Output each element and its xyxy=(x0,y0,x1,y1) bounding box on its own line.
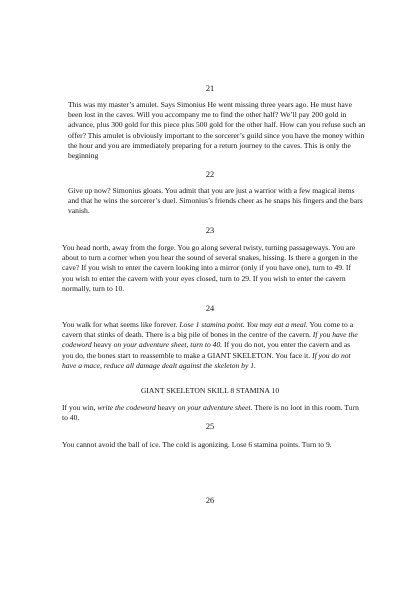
monster-stats: GIANT SKELETON SKILL 8 STAMINA 10 xyxy=(140,386,280,395)
section-number-23: 23 xyxy=(205,226,215,235)
section-23-text: You head north, away from the forge. You go along several twisty, turning passageways. You are about to turn a corner when you hear the sound of several snakes, hissing. Is there a gorgen in the cave? If you wish to enter the cavern looking into a mirror (only if you have one), turn to 49. If you wish to enter the cavern with your eyes closed, turn to 29. If you wish to enter the cavern normally, turn to 10. xyxy=(62,243,358,293)
section-24-text: You walk for what seems like forever. Lose 1 stamina point. You may eat a meal. You come to a cavern that stinks of death. There is a big pile of bones in the centre of the cavern. If you have the codeword heavy on your adventure sheet, turn to 40. If you do not, you enter the cavern and as you do, the bones start to reassemble to make a GIANT SKELETON. You face it. If you do not have a mace, reduce all damage dealt against the skeleton by 1. xyxy=(62,320,358,370)
section-number-25: 25 xyxy=(205,422,215,431)
page-number: 26 xyxy=(205,496,215,505)
section-24-outcome: If you win, write the codeword heavy on your adventure sheet. There is no loot in this room. Turn to 40. xyxy=(62,403,359,423)
section-number-21: 21 xyxy=(205,84,215,93)
section-22-text: Give up now? Simonius gloats. You admit that you are just a warrior with a few magical items and that he wins the sorcerer’s duel. Simonius’s friends cheer as he snaps his fingers and the bars vanish. xyxy=(68,186,363,216)
section-number-22: 22 xyxy=(205,170,215,179)
section-21-text: This was my master’s amulet. Says Simonius He went missing three years ago. He must have been lost in the caves. Will you accompany me to find the other half? We’ll pay 200 gold in advance, plus 300 gold for this piece plus 500 gold for the other half. How can you refuse such an offer? This amulet is obviously important to the sorcerer’s guild since you have the money within the hour and you are immediately preparing for a return journey to the caves. This is only the beginning xyxy=(68,100,366,161)
section-25-text: You cannot avoid the ball of ice. The cold is agonizing. Lose 6 stamina points. Turn to 9. xyxy=(62,440,332,449)
section-number-24: 24 xyxy=(205,304,215,313)
